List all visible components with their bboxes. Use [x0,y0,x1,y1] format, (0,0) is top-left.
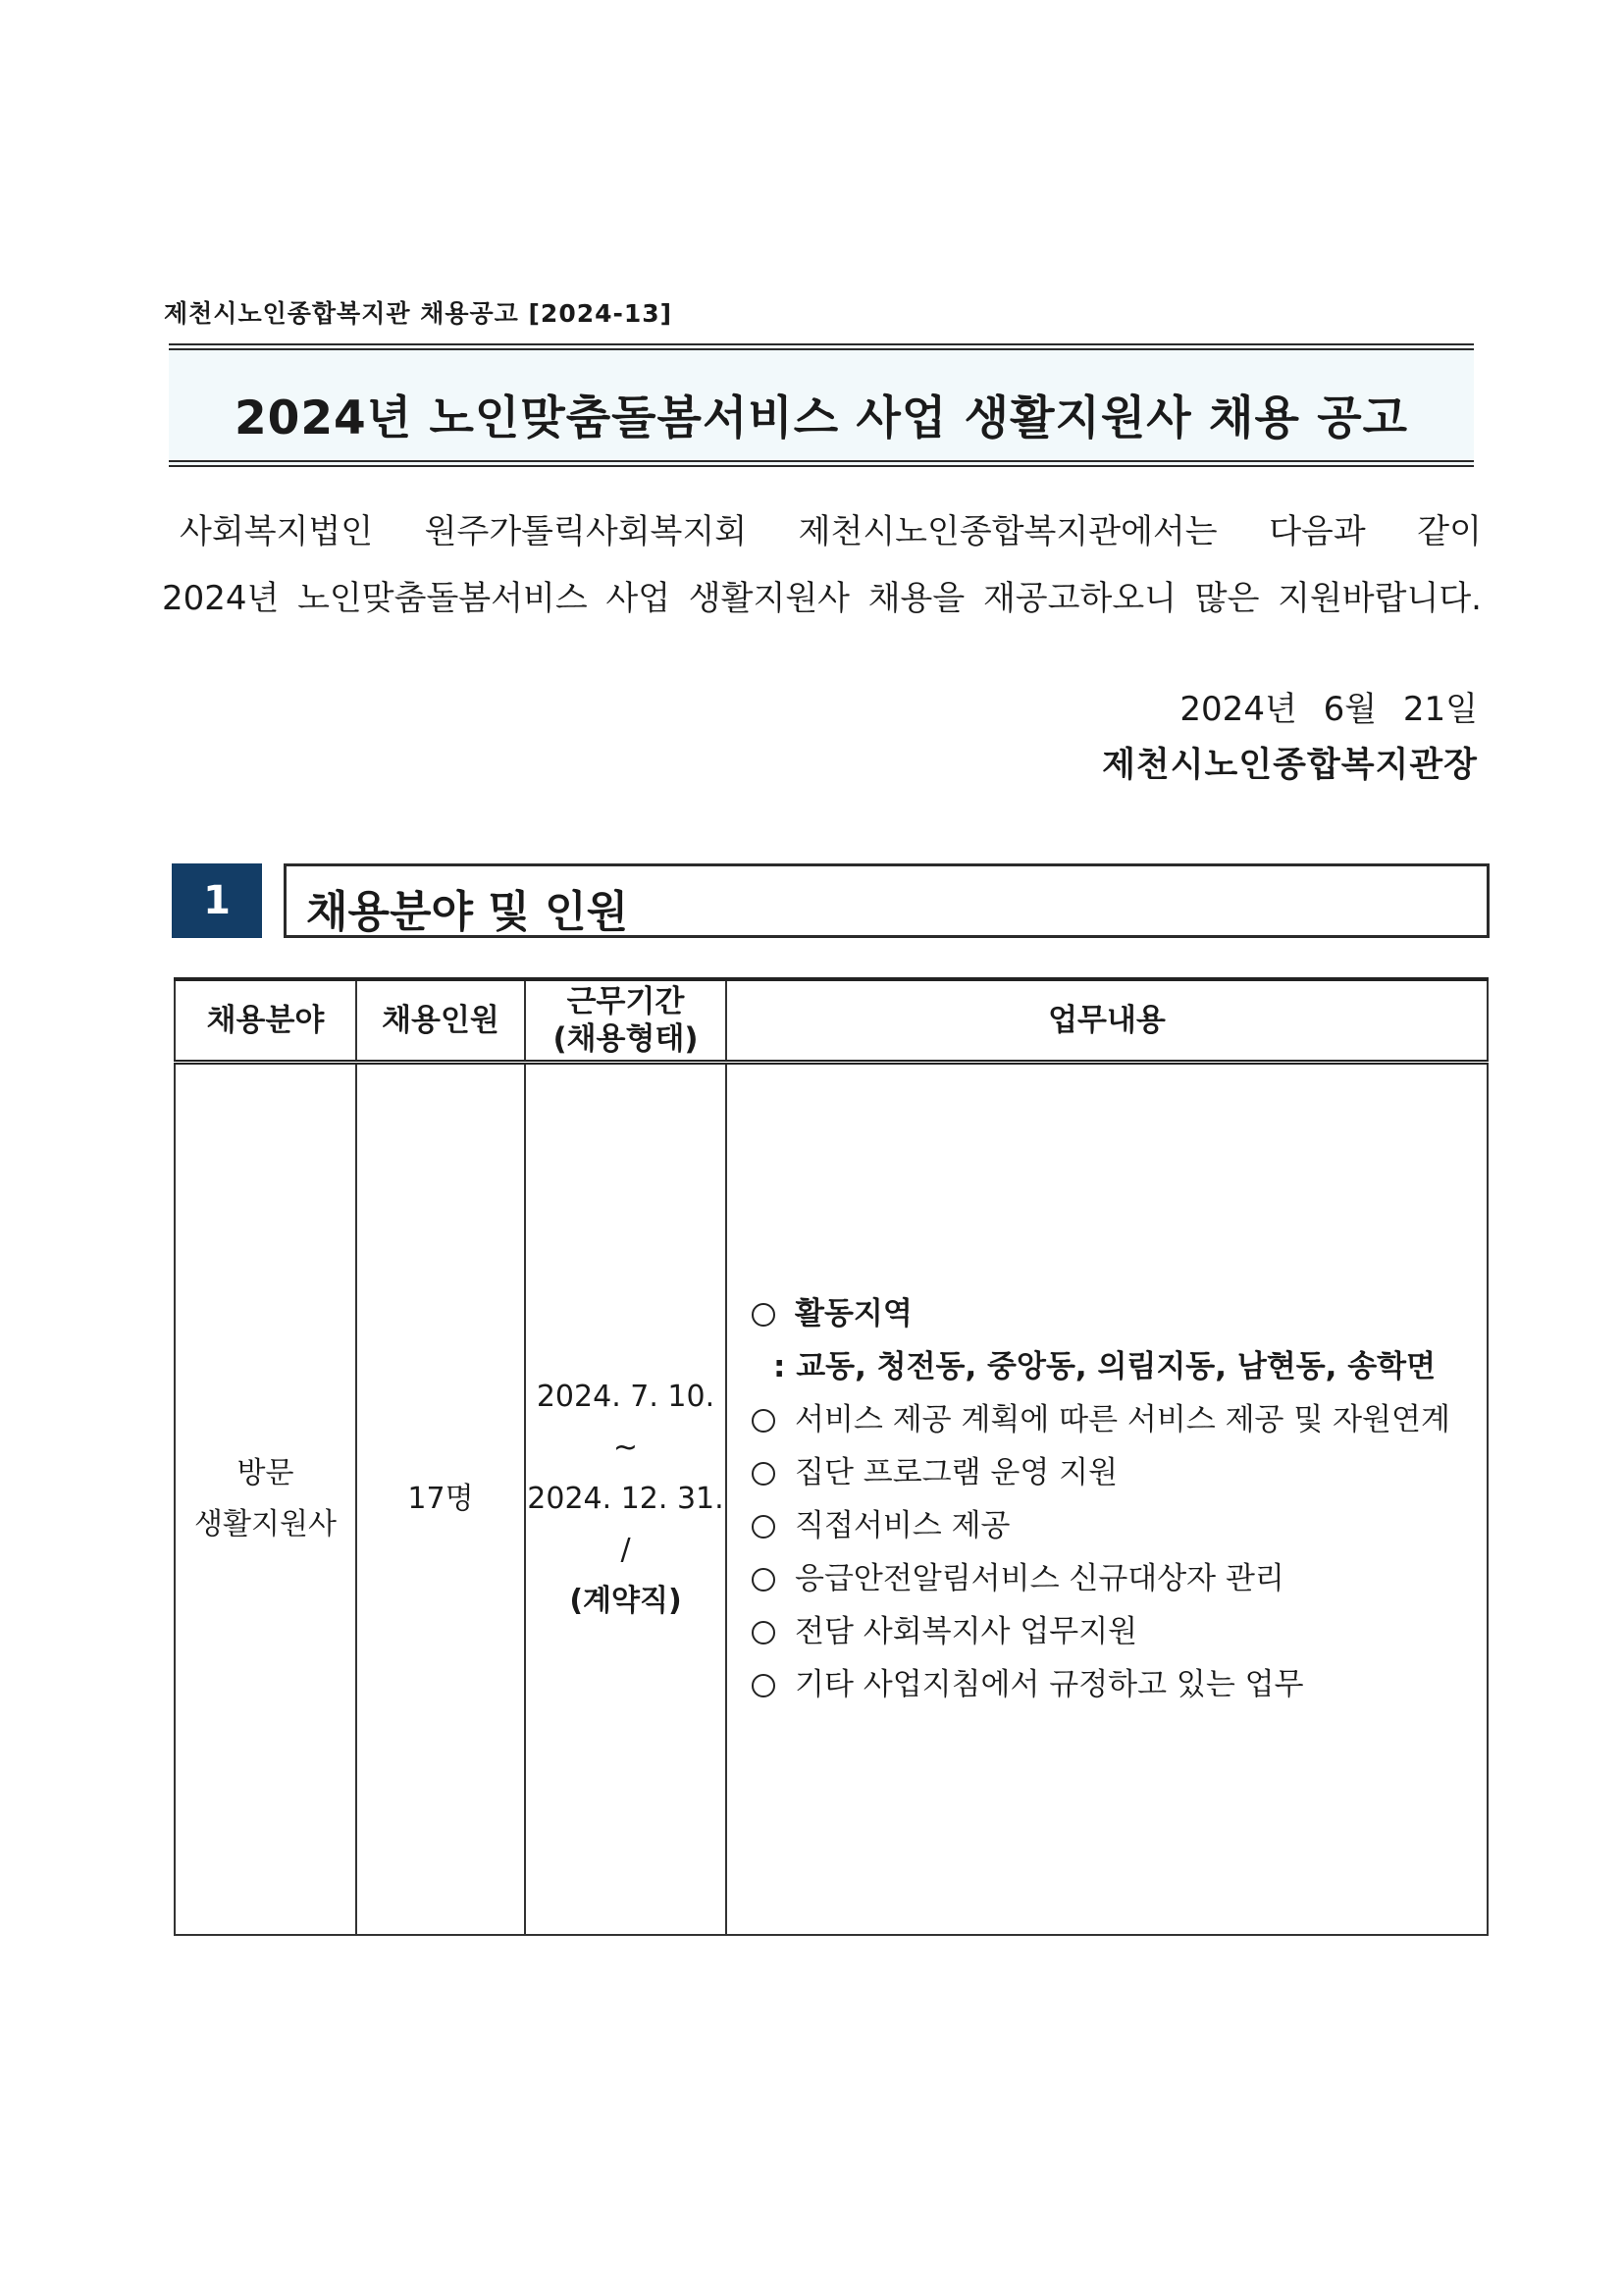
cell-duties [726,1062,1488,1935]
duty-item [752,1446,1477,1499]
period-start: 2024. 7. 10. [536,1379,715,1414]
notice-date: 2024년 6월 21일 [1179,690,1478,729]
duty-item [752,1393,1477,1446]
circle-bullet-icon [752,1303,775,1327]
duty-item-text: 응급안전알림서비스 신규대상자 관리 [795,1560,1284,1596]
duty-item [752,1605,1477,1658]
duty-item [752,1658,1477,1711]
activity-area-label: 활동지역 [795,1295,913,1331]
header-duties: 업무내용 [726,979,1488,1062]
field-line2: 생활지원사 [194,1506,337,1541]
recruitment-table [174,977,1489,1936]
circle-bullet-icon [752,1621,775,1644]
header-period-line1: 근무기간 [566,983,685,1019]
page-title: 2024년 노인맞춤돌봄서비스 사업 생활지원사 채용 공고 [234,391,1409,445]
signer: 제천시노인종합복지관장 [1102,746,1478,785]
cell-period [525,1062,726,1935]
circle-bullet-icon [752,1409,775,1433]
activity-area-value: : 교동, 청전동, 중앙동, 의림지동, 남현동, 송학면 [773,1348,1437,1384]
circle-bullet-icon [752,1674,775,1697]
notice-id: 제천시노인종합복지관 채용공고 [2024-13] [164,299,673,328]
duty-item-text: 서비스 제공 계획에 따른 서비스 제공 및 자원연계 [795,1401,1450,1437]
table-row [175,1062,1488,1935]
intro-paragraph [162,498,1482,632]
header-period-line2: (채용형태) [552,1020,699,1057]
duty-item-text: 집단 프로그램 운영 지원 [795,1454,1119,1490]
period-tilde: ~ [612,1430,639,1465]
title-banner [169,343,1474,467]
duty-item-text: 기타 사업지침에서 규정하고 있는 업무 [795,1666,1304,1702]
intro-line-1: 사회복지법인 원주가톨릭사회복지회 제천시노인종합복지관에서는 다음과 같이 [180,512,1482,551]
circle-bullet-icon [752,1462,775,1486]
section-title: 채용분야 및 인원 [306,887,629,937]
circle-bullet-icon [752,1568,775,1592]
section-number-badge: 1 [172,863,262,938]
intro-line-2: 2024년 노인맞춤돌봄서비스 사업 생활지원사 채용을 재공고하오니 많은 지원바랍니다. [162,579,1482,618]
header-period [525,979,726,1062]
employment-type: (계약직) [569,1583,682,1618]
period-slash: / [620,1532,631,1567]
section-1-header [172,863,1490,938]
circle-bullet-icon [752,1515,775,1539]
field-line1: 방문 [236,1455,294,1490]
header-count: 채용인원 [356,979,525,1062]
table-header-row [175,979,1488,1062]
duty-activity-area [752,1287,1477,1340]
duty-item-text: 전담 사회복지사 업무지원 [795,1613,1138,1649]
duty-item-text: 직접서비스 제공 [795,1507,1011,1543]
duty-item [752,1499,1477,1552]
section-title-box [284,863,1490,938]
cell-count: 17명 [356,1062,525,1935]
duty-item [752,1552,1477,1605]
header-field: 채용분야 [175,979,356,1062]
cell-field [175,1062,356,1935]
period-end: 2024. 12. 31. [527,1481,724,1516]
